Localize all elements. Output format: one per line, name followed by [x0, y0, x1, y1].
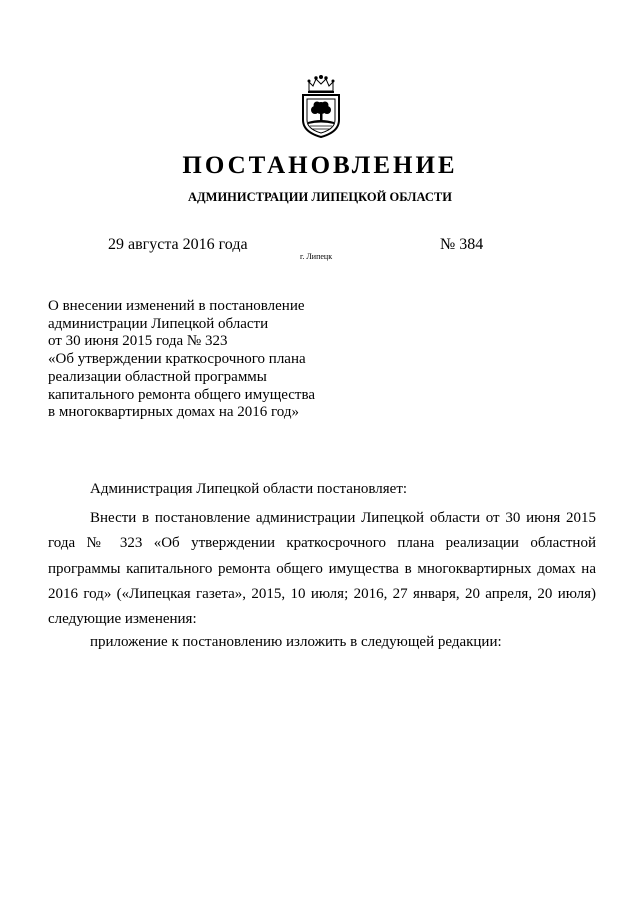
- document-number: № 384: [440, 236, 484, 253]
- heading-line: реализации областной программы: [48, 368, 267, 385]
- heading-line: «Об утверждении краткосрочного плана: [48, 351, 306, 368]
- paragraph-appendix: приложение к постановлению изложить в следующей редакции:: [90, 634, 502, 650]
- document-city: г. Липецк: [300, 252, 333, 261]
- body-line: года № 323 «Об утверждении краткосрочного плана реализации областной: [48, 535, 596, 552]
- document-subtitle: АДМИНИСТРАЦИИ ЛИПЕЦКОЙ ОБЛАСТИ: [188, 190, 452, 204]
- body-line: программы капитального ремонта общего имущества в многоквартирных домах на: [48, 560, 596, 577]
- body-line: Внести в постановление администрации Липецкой области от 30 июня 2015: [90, 510, 596, 526]
- heading-line: от 30 июня 2015 года № 323: [48, 333, 228, 350]
- document-heading: [48, 298, 315, 422]
- heading-line: в многоквартирных домах на 2016 год»: [48, 404, 300, 421]
- document-date: 29 августа 2016 года: [108, 236, 248, 253]
- paragraph-decree: Администрация Липецкой области постановляет:: [90, 481, 408, 497]
- body-line: следующие изменения:: [48, 611, 197, 628]
- heading-line: капитального ремонта общего имущества: [48, 386, 316, 403]
- heading-line: администрации Липецкой области: [48, 315, 269, 332]
- heading-line: О внесении изменений в постановление: [48, 298, 305, 314]
- coat-of-arms-icon: [297, 74, 345, 138]
- paragraph-changes: [48, 506, 596, 632]
- body-line: 2016 год» («Липецкая газета», 2015, 10 июля; 2016, 27 января, 20 апреля, 20 июля): [48, 585, 596, 602]
- document-title: ПОСТАНОВЛЕНИЕ: [182, 152, 458, 179]
